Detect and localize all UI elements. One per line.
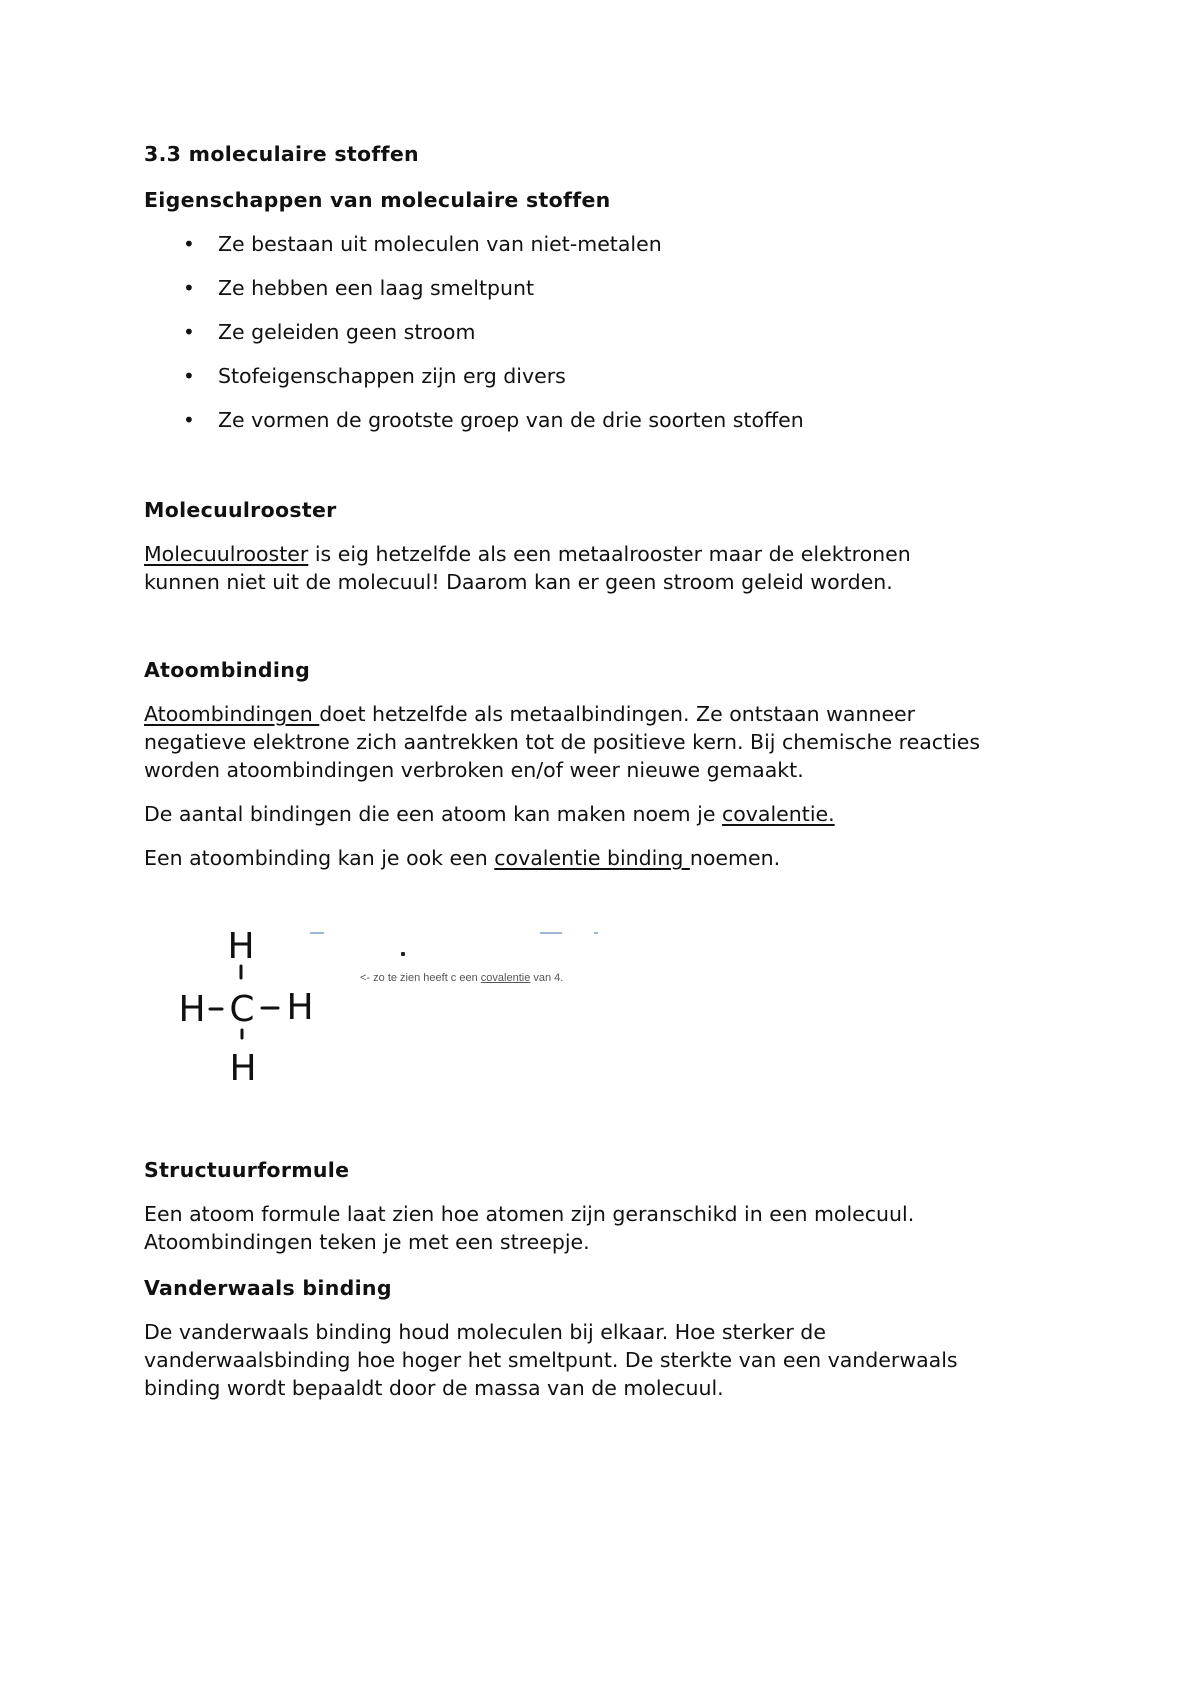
atoombinding-heading: Atoombinding	[144, 658, 311, 682]
covalentie-prefix: De aantal bindingen die een atoom kan maken noem je	[144, 802, 722, 826]
vanderwaals-paragraph-line: binding wordt bepaaldt door de massa van de molecuul.	[144, 1376, 724, 1400]
faint-mark	[594, 932, 598, 934]
atom-h-top: H	[227, 926, 255, 967]
atoombinding-paragraph-line: worden atoombindingen verbroken en/of weer nieuwe gemaakt.	[144, 758, 804, 782]
atom-h-right: H	[286, 987, 314, 1028]
caption-term: covalentie	[480, 972, 531, 984]
bullet-marker: •	[183, 232, 195, 256]
vanderwaals-heading: Vanderwaals binding	[144, 1276, 392, 1300]
binding-suffix: noemen.	[689, 846, 781, 870]
faint-mark	[310, 932, 324, 934]
properties-heading: Eigenschappen van moleculaire stoffen	[144, 188, 611, 212]
structuurformule-paragraph-line: Atoombindingen teken je met een streepje.	[144, 1230, 590, 1254]
atoombinding-text: doet hetzelfde als metaalbindingen. Ze ontstaan wanneer	[319, 702, 916, 726]
binding-term: covalentie binding	[494, 846, 690, 870]
atoombinding-paragraph-line: negatieve elektrone zich aantrekken tot de positieve kern. Bij chemische reacties	[144, 730, 981, 754]
dot-mark	[401, 952, 405, 956]
property-item: Ze hebben een laag smeltpunt	[218, 276, 535, 300]
covalentie-term: covalentie.	[721, 802, 835, 826]
covalentie-binding-line	[144, 844, 780, 872]
section-title: 3.3 moleculaire stoffen	[144, 142, 419, 166]
figure-caption	[360, 972, 563, 984]
atoombinding-paragraph-line	[144, 700, 915, 728]
atom-c-center: C	[229, 989, 255, 1030]
bullet-marker: •	[183, 276, 195, 300]
bullet-marker: •	[183, 364, 195, 388]
atoombinding-term: Atoombindingen	[144, 702, 320, 726]
property-item: Stofeigenschappen zijn erg divers	[218, 364, 566, 388]
bullet-marker: •	[183, 320, 195, 344]
structuurformule-paragraph-line: Een atoom formule laat zien hoe atomen zijn geranschikd in een molecuul.	[144, 1202, 915, 1226]
molecuulrooster-paragraph-line: kunnen niet uit de molecuul! Daarom kan er geen stroom geleid worden.	[144, 570, 893, 594]
caption-suffix: van 4.	[530, 972, 564, 984]
caption-prefix: <- zo te zien heeft c een	[360, 972, 481, 984]
bullet-marker: •	[183, 408, 195, 432]
binding-prefix: Een atoombinding kan je ook een	[144, 846, 495, 870]
molecuulrooster-term: Molecuulrooster	[144, 542, 309, 566]
property-item: Ze vormen de grootste groep van de drie soorten stoffen	[218, 408, 804, 432]
vanderwaals-paragraph-line: vanderwaalsbinding hoe hoger het smeltpunt. De sterkte van een vanderwaals	[144, 1348, 958, 1372]
molecuulrooster-heading: Molecuulrooster	[144, 498, 337, 522]
vanderwaals-paragraph-line: De vanderwaals binding houd moleculen bij elkaar. Hoe sterker de	[144, 1320, 826, 1344]
methane-structure-figure	[170, 918, 620, 1093]
molecuulrooster-paragraph-line	[144, 540, 911, 568]
property-item: Ze bestaan uit moleculen van niet-metalen	[218, 232, 662, 256]
atom-h-left: H	[178, 989, 206, 1030]
property-item: Ze geleiden geen stroom	[218, 320, 476, 344]
faint-mark	[540, 932, 562, 934]
structuurformule-heading: Structuurformule	[144, 1158, 350, 1182]
atom-h-bottom: H	[229, 1048, 257, 1089]
covalentie-line	[144, 800, 835, 828]
molecuulrooster-text: is eig hetzelfde als een metaalrooster maar de elektronen	[308, 542, 911, 566]
